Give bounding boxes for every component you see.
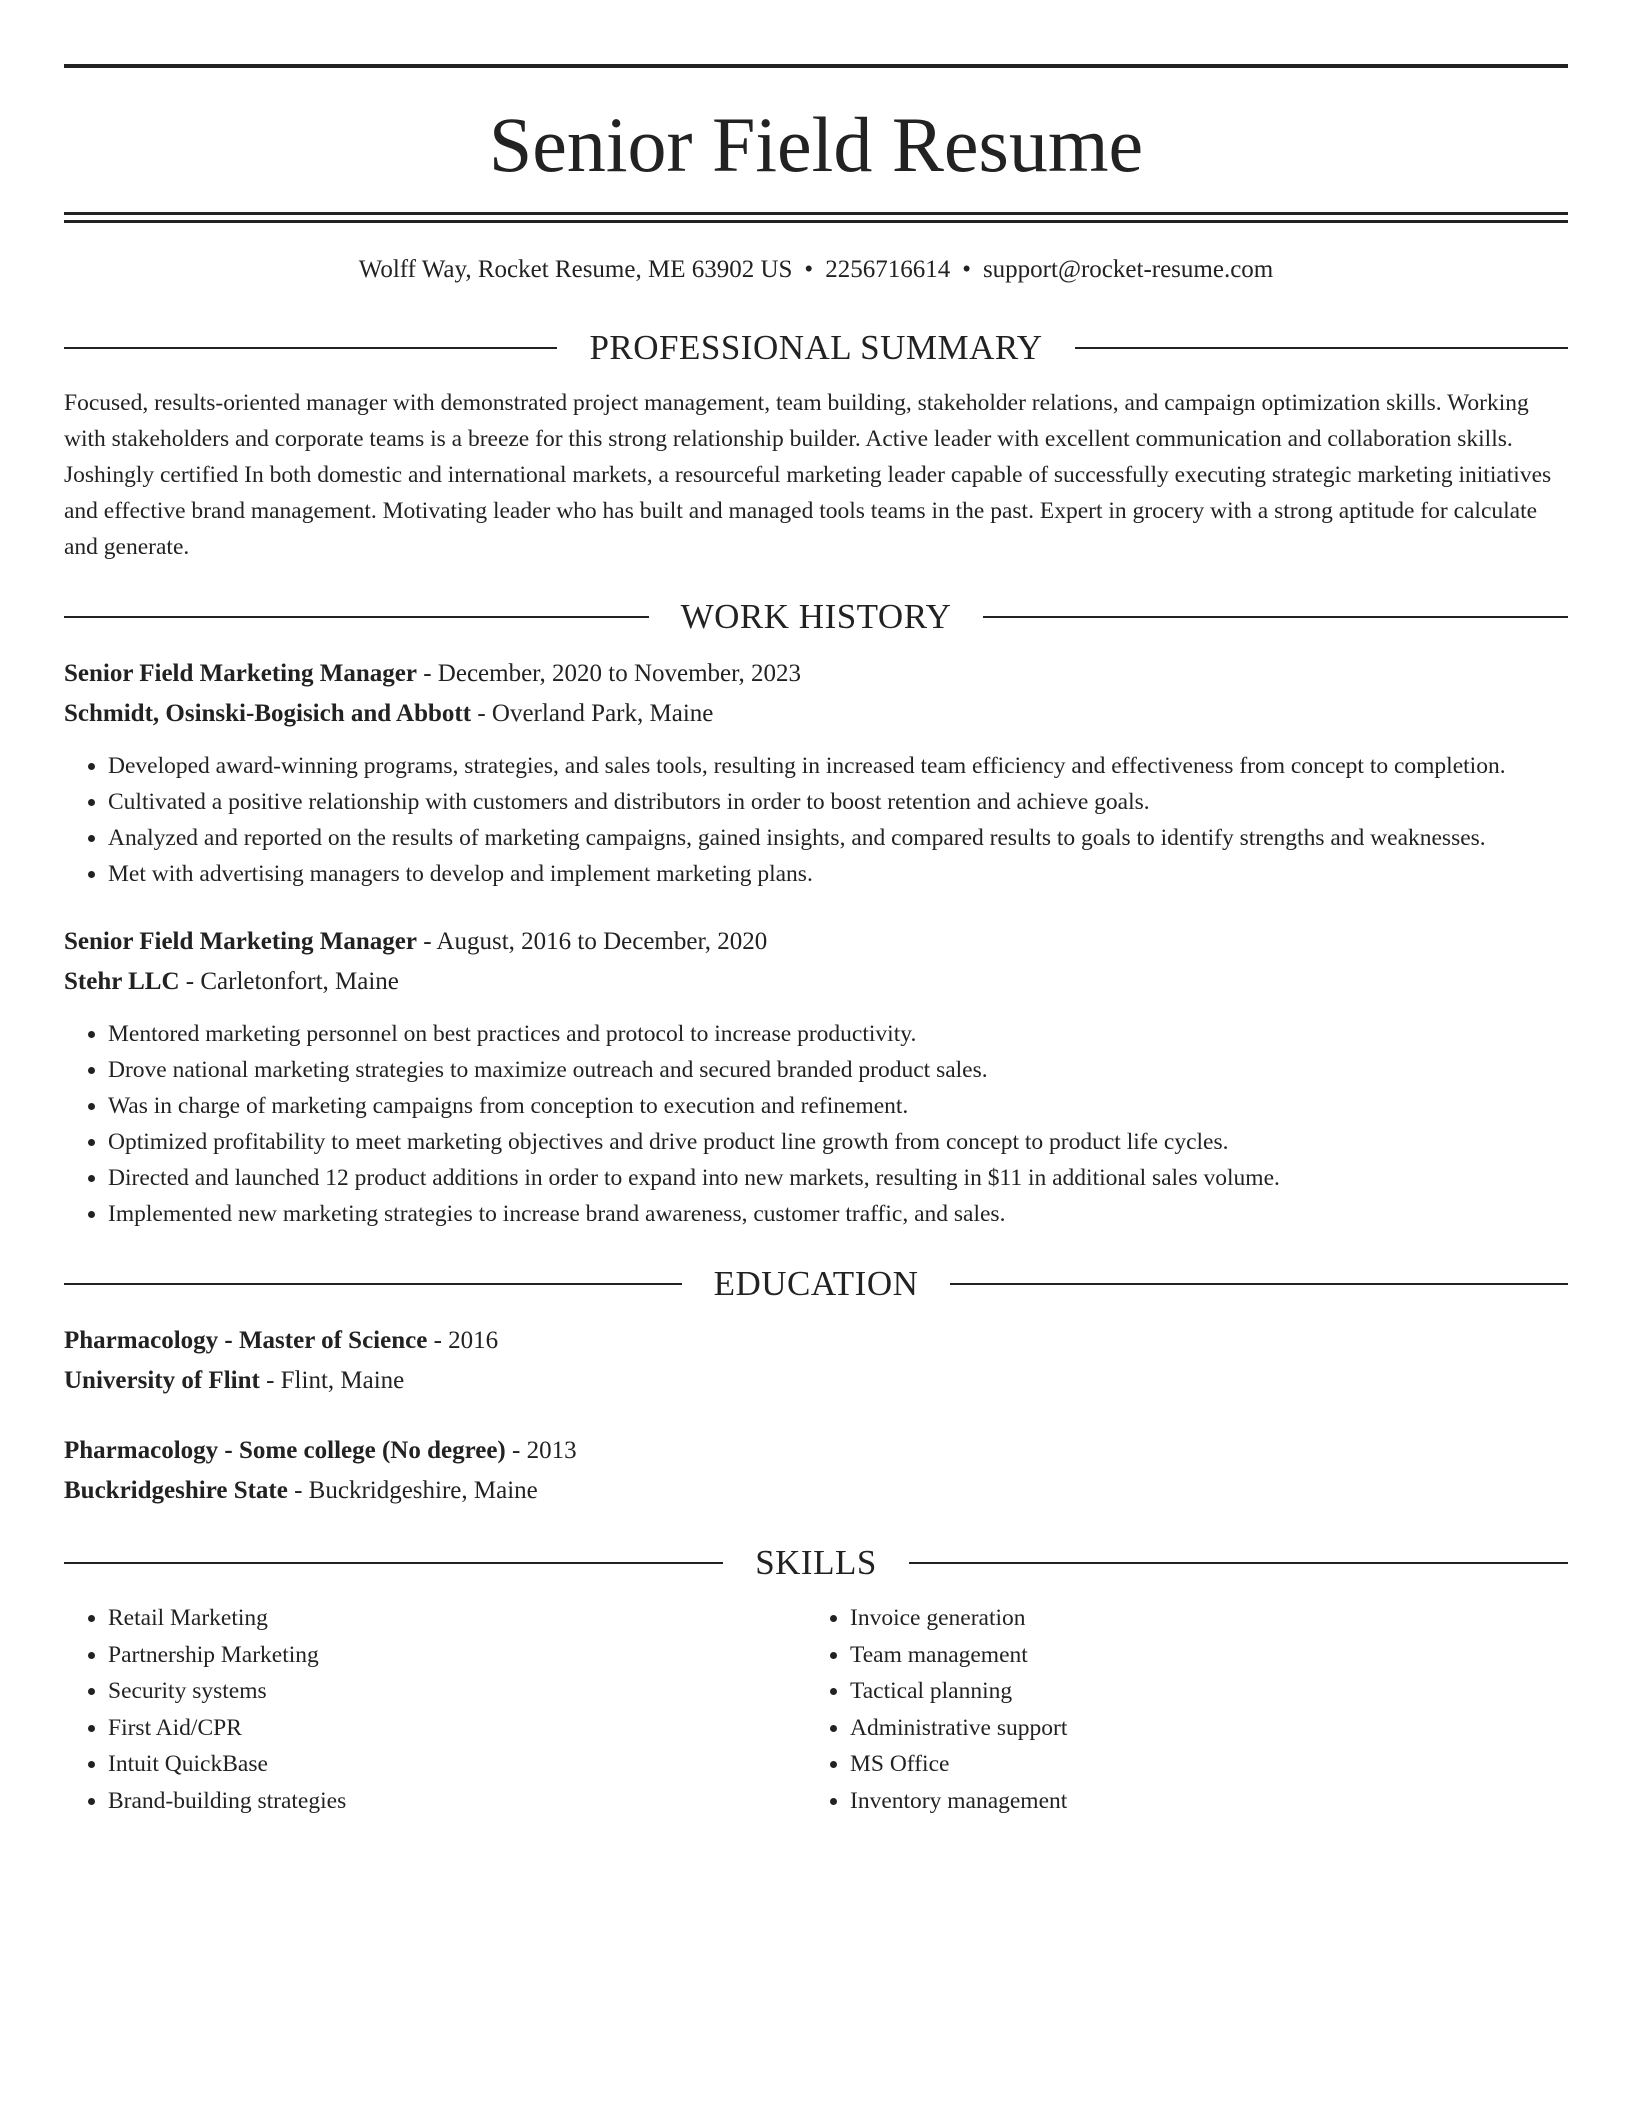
contact-address: Wolff Way, Rocket Resume, ME 63902 US bbox=[358, 256, 793, 283]
section-header-work bbox=[64, 599, 1568, 634]
list-item: • Met with advertising managers to develop and implement marketing plans. bbox=[108, 856, 1568, 892]
education-year: - 2016 bbox=[427, 1327, 499, 1354]
skill-item: • Retail Marketing bbox=[108, 1600, 806, 1637]
education-location: - Buckridgeshire, Maine bbox=[287, 1477, 538, 1504]
section-header-skills bbox=[64, 1545, 1568, 1580]
job-entry bbox=[64, 922, 1568, 1232]
education-degree-line bbox=[64, 1431, 1568, 1471]
section-rule bbox=[909, 1562, 1568, 1564]
section-rule bbox=[64, 616, 649, 618]
skill-item: • Tactical planning bbox=[850, 1673, 1548, 1710]
list-item: • Directed and launched 12 product additions in order to expand into new markets, resulting in $11 in additional sales volume. bbox=[108, 1160, 1568, 1196]
skill-item: • Inventory management bbox=[850, 1783, 1548, 1820]
education-school: University of Flint bbox=[64, 1367, 260, 1394]
list-item: • Cultivated a positive relationship with customers and distributors in order to boost retention and achieve goals. bbox=[108, 784, 1568, 820]
contact-separator: • bbox=[962, 256, 971, 283]
list-item: • Was in charge of marketing campaigns from conception to execution and refinement. bbox=[108, 1088, 1568, 1124]
resume-title: Senior Field Resume bbox=[488, 101, 1144, 188]
job-entry bbox=[64, 654, 1568, 892]
skill-item: • Partnership Marketing bbox=[108, 1637, 806, 1674]
contact-phone: 2256716614 bbox=[825, 256, 951, 283]
job-title-line bbox=[64, 654, 1568, 694]
education-school: Buckridgeshire State bbox=[64, 1477, 288, 1504]
education-entry bbox=[64, 1431, 1568, 1511]
skills-list-left bbox=[64, 1600, 806, 1819]
section-title: EDUCATION bbox=[713, 1264, 919, 1303]
education-degree: Pharmacology - Master of Science bbox=[64, 1327, 428, 1354]
section-rule bbox=[950, 1283, 1568, 1285]
double-rule bbox=[64, 212, 1568, 223]
section-rule bbox=[64, 1562, 723, 1564]
education-degree-line bbox=[64, 1321, 1568, 1361]
skill-item: • First Aid/CPR bbox=[108, 1710, 806, 1747]
education-year: - 2013 bbox=[505, 1437, 577, 1464]
job-company: Schmidt, Osinski-Bogisich and Abbott bbox=[64, 700, 472, 727]
section-title: SKILLS bbox=[755, 1543, 877, 1582]
list-item: • Analyzed and reported on the results of marketing campaigns, gained insights, and compared results to goals to identify strengths and weaknesses. bbox=[108, 820, 1568, 856]
education-degree: Pharmacology - Some college (No degree) bbox=[64, 1437, 506, 1464]
contact-email: support@rocket-resume.com bbox=[982, 256, 1274, 283]
education-entry bbox=[64, 1321, 1568, 1401]
education-location: - Flint, Maine bbox=[259, 1367, 405, 1394]
job-bullets bbox=[64, 1016, 1568, 1232]
contact-line bbox=[64, 257, 1568, 282]
skill-item: • Administrative support bbox=[850, 1710, 1548, 1747]
skill-item: • Security systems bbox=[108, 1673, 806, 1710]
job-company-line bbox=[64, 694, 1568, 734]
education-school-line bbox=[64, 1361, 1568, 1401]
resume-page bbox=[64, 64, 1568, 1819]
skills-list-right bbox=[806, 1600, 1548, 1819]
skill-item: • Brand-building strategies bbox=[108, 1783, 806, 1820]
contact-separator: • bbox=[804, 256, 814, 283]
job-title: Senior Field Marketing Manager bbox=[64, 660, 417, 687]
education-school-line bbox=[64, 1471, 1568, 1511]
job-location: - Overland Park, Maine bbox=[471, 700, 714, 727]
list-item: • Implemented new marketing strategies to increase brand awareness, customer traffic, and sales. bbox=[108, 1196, 1568, 1232]
section-rule bbox=[64, 347, 557, 349]
skills-columns bbox=[64, 1600, 1568, 1819]
list-item: • Mentored marketing personnel on best practices and protocol to increase productivity. bbox=[108, 1016, 1568, 1052]
job-location: - Carletonfort, Maine bbox=[179, 968, 399, 995]
skill-item: • Intuit QuickBase bbox=[108, 1746, 806, 1783]
list-item: • Optimized profitability to meet marketing objectives and drive product line growth from concept to product life cycles. bbox=[108, 1124, 1568, 1160]
job-dates: - December, 2020 to November, 2023 bbox=[416, 660, 801, 687]
list-item: • Drove national marketing strategies to maximize outreach and secured branded product sales. bbox=[108, 1052, 1568, 1088]
section-rule bbox=[1075, 347, 1568, 349]
job-title: Senior Field Marketing Manager bbox=[64, 928, 417, 955]
list-item: • Developed award-winning programs, strategies, and sales tools, resulting in increased team efficiency and effectiveness from concept to completion. bbox=[108, 748, 1568, 784]
job-company: Stehr LLC bbox=[64, 968, 180, 995]
section-header-education bbox=[64, 1266, 1568, 1301]
job-company-line bbox=[64, 962, 1568, 1002]
summary-text: Focused, results-oriented manager with demonstrated project management, team building, stakeholder relations, and campaign optimization skills. Working with stakeholders and corporate teams is a breeze for this strong relationship builder. Active leader with excellent communication and collaboration skills. Joshingly certified In both domestic and international markets, a resourceful marketing leader capable of successfully executing strategic marketing initiatives and effective brand management. Motivating leader who has built and managed tools teams in the past. Expert in grocery with a strong aptitude for calculate and generate. bbox=[64, 390, 1552, 560]
top-rule bbox=[64, 64, 1568, 68]
skill-item: • Invoice generation bbox=[850, 1600, 1548, 1637]
section-header-summary bbox=[64, 330, 1568, 365]
job-dates: - August, 2016 to December, 2020 bbox=[416, 928, 768, 955]
skill-item: • MS Office bbox=[850, 1746, 1548, 1783]
job-title-line bbox=[64, 922, 1568, 962]
skill-item: • Team management bbox=[850, 1637, 1548, 1674]
section-title: PROFESSIONAL SUMMARY bbox=[589, 328, 1043, 367]
section-title: WORK HISTORY bbox=[680, 597, 952, 636]
job-bullets bbox=[64, 748, 1568, 892]
section-rule bbox=[983, 616, 1568, 618]
section-rule bbox=[64, 1283, 682, 1285]
